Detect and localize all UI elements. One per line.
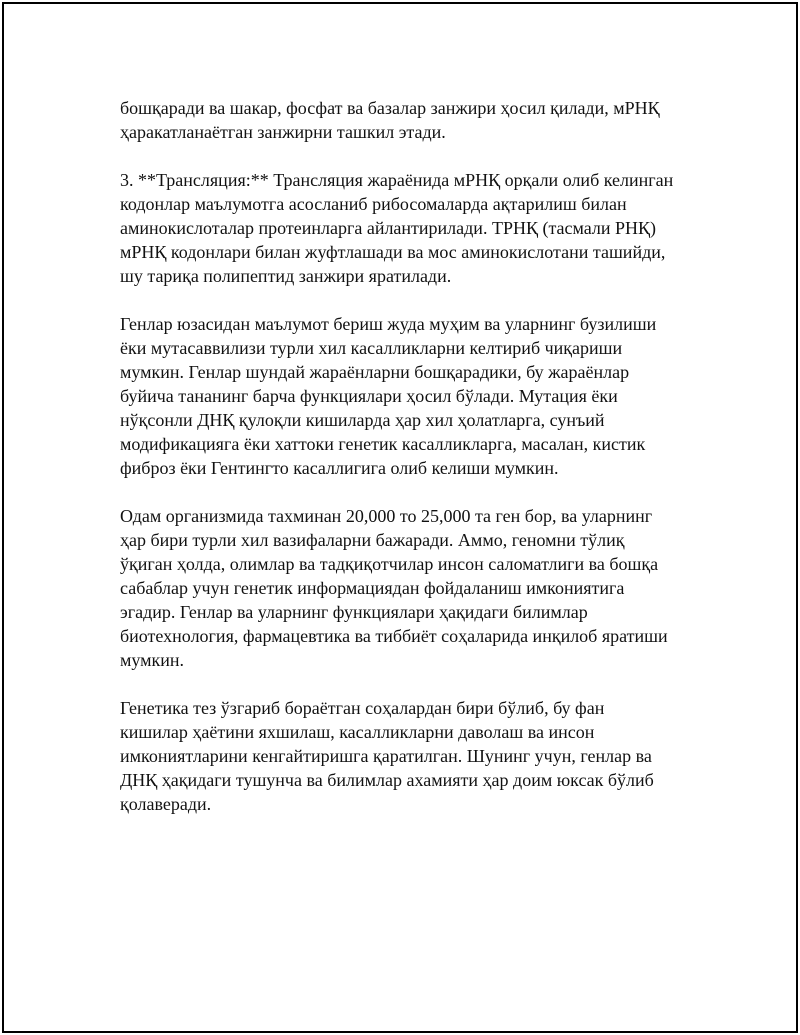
text-line: эгадир. Генлар ва уларнинг функциялари ҳақидаги билимлар [120,602,588,622]
paragraph-gene-information [120,312,710,480]
text-line: Одам организмида тахминан 20,000 то 25,000 та ген бор, ва уларнинг [120,506,653,526]
text-line: мРНҚ кодонлари билан жуфтлашади ва мос аминокислотани ташийди, [120,242,666,262]
text-line: Генетика тез ўзгариб бораётган соҳалардан бири бўлиб, бу фан [120,698,605,718]
text-line: ҳар бири турли хил вазифаларни бажаради. Аммо, геномни тўлиқ [120,530,625,550]
text-line: ўқиган ҳолда, олимлар ва тадқиқотчилар инсон саломатлиги ва бошқа [120,554,659,574]
text-line: ёки мутасаввилизи турли хил касалликларни келтириб чиқариши [120,338,623,358]
text-line: мумкин. Генлар шундай жараёнларни бошқарадики, бу жараёнлар [120,362,630,382]
page-frame [2,2,798,1033]
text-line: Генлар юзасидан маълумот бериш жуда муҳим ва уларнинг бузилиши [120,314,657,334]
text-line: бошқаради ва шакар, фосфат ва базалар занжири ҳосил қилади, мРНҚ [120,98,660,118]
text-line: кишилар ҳаётини яхшилаш, касалликларни даволаш ва инсон [120,722,595,742]
text-line: имкониятларини кенгайтиришга қаратилган. Шунинг учун, генлар ва [120,746,652,766]
text-line: мумкин. [120,650,185,670]
text-line: 3. **Трансляция:** Трансляция жараёнида мРНҚ орқали олиб келинган [120,170,674,190]
text-line: фиброз ёки Гентингто касаллигига олиб келиши мумкин. [120,458,559,478]
text-line: нўқсонли ДНҚ қулоқли кишиларда ҳар хил ҳолатларга, сунъий [120,410,605,430]
text-line: аминокислоталар протеинларга айлантирилади. ТРНҚ (тасмали РНҚ) [120,218,657,238]
text-line: биотехнология, фармацевтика ва тиббиёт соҳаларида инқилоб яратиши [120,626,668,646]
text-line: шу тариқа полипептид занжири яратилади. [120,266,452,286]
paragraph-human-genome [120,504,710,672]
text-line: ДНҚ ҳақидаги тушунча ва билимлар ахамияти ҳар доим юксак бўлиб [120,770,654,790]
text-line: модификацияга ёки хаттоки генетик касалликларга, масалан, кистик [120,434,646,454]
paragraph-genetics-conclusion [120,696,710,816]
text-line: ҳаракатланаётган занжирни ташкил этади. [120,122,446,142]
document-body [120,96,710,840]
paragraph-continuation [120,96,710,144]
text-line: кодонлар маълумотга асосланиб рибосомаларда ақтарилиш билан [120,194,627,214]
text-line: сабаблар учун генетик информациядан фойдаланиш имкониятига [120,578,625,598]
text-line: буйича тананинг барча функциялари ҳосил бўлади. Мутация ёки [120,386,618,406]
paragraph-translation [120,168,710,288]
text-line: қолаверади. [120,794,212,814]
